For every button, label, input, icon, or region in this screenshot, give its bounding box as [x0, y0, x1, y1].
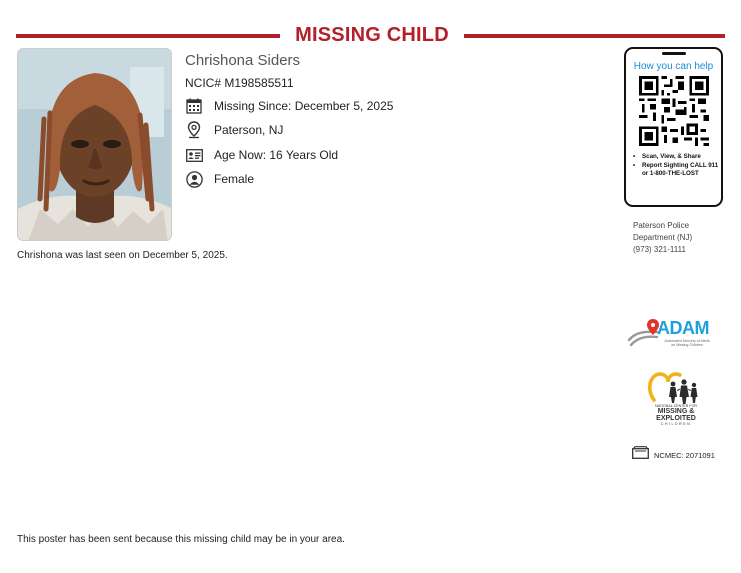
- police-name-line1: Paterson Police: [633, 221, 690, 230]
- footer-note: This poster has been sent because this missing child may be in your area.: [17, 534, 345, 545]
- sex: Female: [214, 172, 255, 186]
- person-icon: [185, 170, 203, 188]
- poster-title: MISSING CHILD: [295, 24, 449, 46]
- ncmec-logo-text: [644, 404, 708, 427]
- id-card-icon: [185, 146, 203, 164]
- header-rule-left: [16, 34, 280, 38]
- header-rule-right: [464, 34, 725, 38]
- adam-tagline-2: on Missing Children: [671, 343, 703, 348]
- calendar-icon: [185, 97, 203, 115]
- age-now: Age Now: 16 Years Old: [214, 148, 339, 162]
- police-contact: [633, 220, 692, 256]
- age-row: [185, 146, 338, 164]
- ncmec-logo-icon: [646, 370, 702, 404]
- help-bullets: [632, 153, 720, 179]
- qr-code[interactable]: [639, 76, 709, 146]
- child-name: Chrishona Siders: [185, 52, 301, 69]
- phone-notch: [662, 52, 686, 55]
- ncmec-case-number: NCMEC: 2071091: [654, 450, 715, 460]
- ncmec-line3: EXPLOITED: [656, 415, 696, 422]
- adam-logo-name: ADAM: [657, 318, 709, 338]
- case-number-row: [632, 446, 715, 464]
- last-seen-text: Chrishona was last seen on December 5, 2025.: [17, 250, 228, 261]
- list-item: • Report Sighting CALL 911 or 1-800-THE-LOST: [632, 162, 720, 179]
- sex-row: [185, 170, 254, 188]
- ncmec-line4: CHILDREN: [660, 422, 692, 426]
- help-heading: How you can help: [633, 61, 714, 72]
- child-photo: [17, 48, 172, 241]
- location-row: [185, 121, 283, 139]
- police-phone[interactable]: (973) 321-1111: [633, 245, 686, 254]
- ncmec-line2: MISSING &: [657, 408, 695, 415]
- folder-icon: [632, 446, 649, 464]
- ncic-number: NCIC# M198585511: [185, 76, 294, 90]
- adam-logo-tagline: [652, 339, 722, 348]
- police-name-line2: Department (NJ): [633, 233, 693, 242]
- list-item: • Scan, View, & Share: [632, 153, 720, 162]
- ncmec-line1: NATIONAL CENTER FOR: [655, 404, 697, 408]
- adam-tagline-1: Automated Delivery of Alerts: [664, 339, 710, 343]
- last-known-location: Paterson, NJ: [214, 123, 284, 137]
- missing-since-row: [185, 97, 393, 115]
- missing-since: Missing Since: December 5, 2025: [214, 99, 394, 113]
- how-to-help-card: [624, 47, 723, 207]
- location-pin-icon: [185, 121, 203, 139]
